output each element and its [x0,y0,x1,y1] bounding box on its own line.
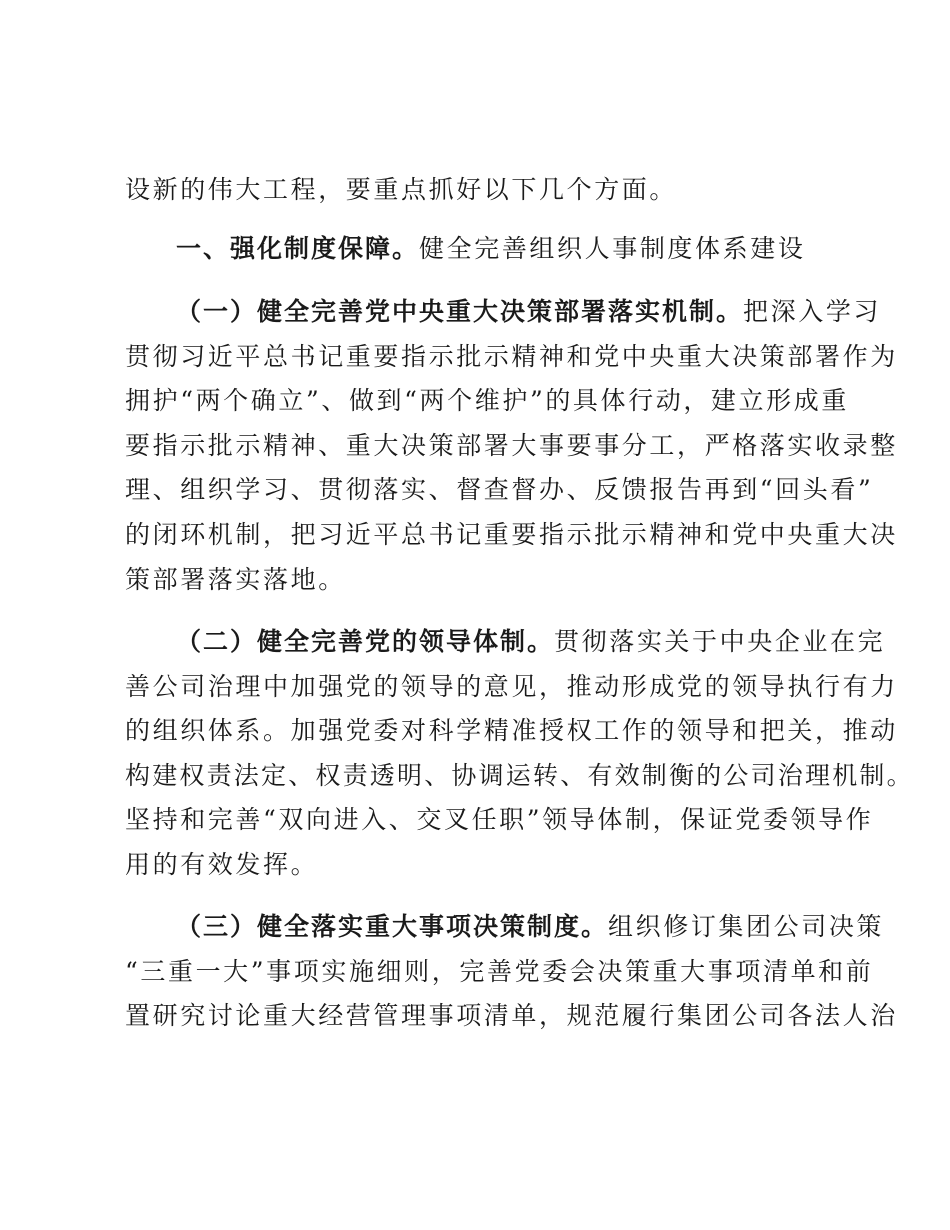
paragraph-1-line: 贯彻习近平总书记重要指示批示精神和党中央重大决策部署作为 [125,342,898,371]
paragraph-2-line: 用的有效发挥。 [125,850,319,879]
paragraph-3-line: 组织修订集团公司决策 [608,912,885,941]
paragraph-2-line: 构建权责法定、权责透明、协调运转、有效制衡的公司治理机制。 [125,761,914,790]
paragraph-1-line: 拥护“两个确立”、做到“两个维护”的具体行动，建立形成重 [125,386,849,415]
paragraph-2-line: 的组织体系。加强党委对科学精准授权工作的领导和把关，推动 [125,716,898,745]
section-heading-bold: 一、强化制度保障。 [176,234,420,263]
paragraph-1-line: 理、组织学习、贯彻落实、督查督办、反馈报告再到“回头看” [125,475,874,504]
paragraph-1-line: 策部署落实落地。 [125,565,346,594]
paragraph-1-line: 的闭环机制，把习近平总书记重要指示批示精神和党中央重大决 [125,520,898,549]
paragraph-2-line: 贯彻落实关于中央企业在完 [554,627,886,656]
paragraph-3-line: “三重一大”事项实施细则，完善党委会决策重大事项清单和前 [125,957,874,986]
intro-tail-line: 设新的伟大工程，要重点抓好以下几个方面。 [125,175,678,204]
section-heading-rest: 健全完善组织人事制度体系建设 [419,234,806,263]
paragraph-2-first-line [176,625,885,659]
section-heading [176,232,805,266]
paragraph-1-first-line [176,295,881,329]
paragraph-2-title: （二）健全完善党的领导体制。 [176,627,555,656]
paragraph-1-line: 把深入学习 [743,297,882,326]
paragraph-3-line: 置研究讨论重大经营管理事项清单，规范履行集团公司各法人治 [125,1001,898,1030]
paragraph-3-title: （三）健全落实重大事项决策制度。 [176,912,609,941]
paragraph-2-line: 善公司治理中加强党的领导的意见，推动形成党的领导执行有力 [125,672,898,701]
paragraph-3-first-line [176,910,884,944]
paragraph-2-line: 坚持和完善“双向进入、交叉任职”领导体制，保证党委领导作 [125,805,874,834]
paragraph-1-line: 要指示批示精神、重大决策部署大事要事分工，严格落实收录整 [125,431,898,460]
paragraph-1-title: （一）健全完善党中央重大决策部署落实机制。 [176,297,744,326]
